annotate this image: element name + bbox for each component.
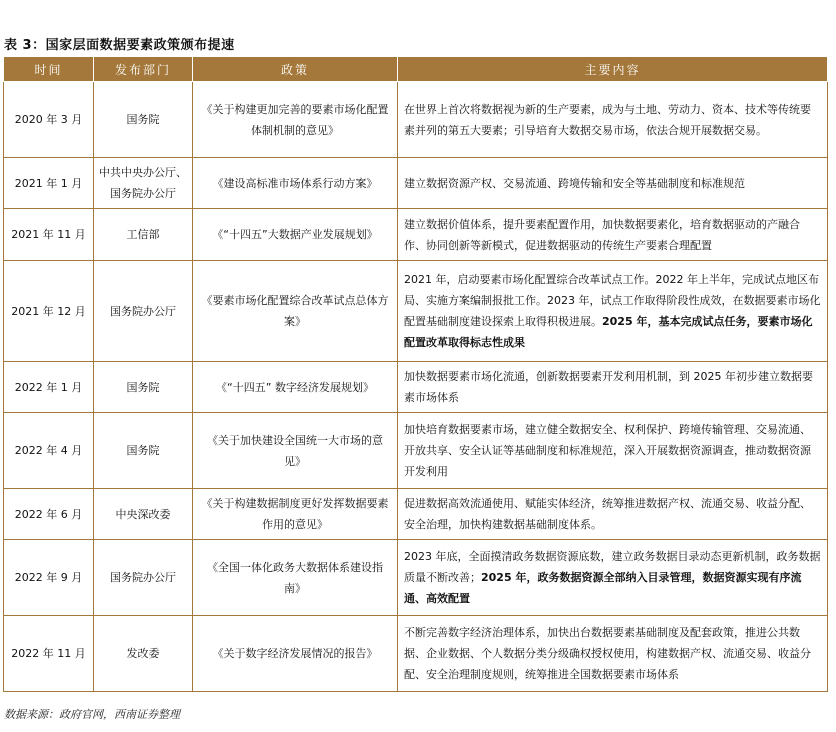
- cell-policy: 《全国一体化政务大数据体系建设指南》: [193, 540, 398, 616]
- table-row: [4, 362, 828, 413]
- cell-time: 2022 年 11 月: [4, 616, 94, 692]
- content-text: 不断完善数字经济治理体系，加快出台数据要素基础制度及配套政策，推进公共数据、企业数据、个人数据分类分级确权授权使用，构建数据产权、流通交易、收益分配、安全治理制度规则，统筹推进全国数据要素市场体系: [404, 626, 811, 681]
- header-time: 时间: [4, 57, 94, 82]
- cell-policy: 《关于构建更加完善的要素市场化配置体制机制的意见》: [193, 82, 398, 158]
- cell-dept: 发改委: [94, 616, 193, 692]
- table-body: [4, 82, 828, 692]
- cell-policy: 《关于构建数据制度更好发挥数据要素作用的意见》: [193, 489, 398, 540]
- cell-content: [398, 261, 828, 362]
- content-text: 建立数据资源产权、交易流通、跨境传输和安全等基础制度和标准规范: [404, 176, 745, 190]
- header-policy: 政策: [193, 57, 398, 82]
- cell-time: 2022 年 6 月: [4, 489, 94, 540]
- cell-dept: 国务院办公厅: [94, 540, 193, 616]
- cell-content: [398, 540, 828, 616]
- content-text: 加快数据要素市场化流通，创新数据要素开发利用机制，到 2025 年初步建立数据要素市场体系: [404, 370, 813, 404]
- table-row: [4, 261, 828, 362]
- table-row: [4, 158, 828, 209]
- table-row: [4, 82, 828, 158]
- cell-time: 2021 年 1 月: [4, 158, 94, 209]
- cell-policy: 《要素市场化配置综合改革试点总体方案》: [193, 261, 398, 362]
- cell-content: [398, 209, 828, 261]
- policy-table: [3, 56, 828, 692]
- cell-content: [398, 413, 828, 489]
- cell-dept: 工信部: [94, 209, 193, 261]
- cell-policy: 《关于数字经济发展情况的报告》: [193, 616, 398, 692]
- content-text: 2023 年底，全面摸清政务数据资源底数，建立政务数据目录动态更新机制，政务数据质量不断改善；: [404, 550, 821, 584]
- cell-time: 2020 年 3 月: [4, 82, 94, 158]
- cell-policy: 《“十四五” 数字经济发展规划》: [193, 362, 398, 413]
- table-title: 表 3：国家层面数据要素政策颁布提速: [4, 38, 235, 53]
- cell-time: 2022 年 4 月: [4, 413, 94, 489]
- cell-dept: 国务院: [94, 413, 193, 489]
- cell-dept: 中共中央办公厅、国务院办公厅: [94, 158, 193, 209]
- cell-time: 2021 年 11 月: [4, 209, 94, 261]
- cell-dept: 中央深改委: [94, 489, 193, 540]
- header-row: [4, 57, 828, 82]
- content-text: 加快培育数据要素市场，建立健全数据安全、权利保护、跨境传输管理、交易流通、开放共享、安全认证等基础制度和标准规范，深入开展数据资源调查，推动数据资源开发利用: [404, 423, 811, 478]
- cell-dept: 国务院: [94, 362, 193, 413]
- table-row: [4, 413, 828, 489]
- header-dept: 发布部门: [94, 57, 193, 82]
- cell-policy: 《“十四五”大数据产业发展规划》: [193, 209, 398, 261]
- cell-content: [398, 362, 828, 413]
- cell-content: [398, 489, 828, 540]
- content-bold-text: 2025 年，基本完成试点任务，要素市场化配置改革取得标志性成果: [404, 315, 813, 349]
- cell-time: 2021 年 12 月: [4, 261, 94, 362]
- cell-content: [398, 616, 828, 692]
- header-content: 主要内容: [398, 57, 828, 82]
- table-header: [4, 57, 828, 82]
- cell-time: 2022 年 1 月: [4, 362, 94, 413]
- table-row: [4, 209, 828, 261]
- table-row: [4, 540, 828, 616]
- cell-time: 2022 年 9 月: [4, 540, 94, 616]
- data-source-note: 数据来源：政府官网，西南证券整理: [4, 708, 180, 721]
- cell-content: [398, 82, 828, 158]
- table-row: [4, 489, 828, 540]
- cell-content: [398, 158, 828, 209]
- cell-policy: 《关于加快建设全国统一大市场的意见》: [193, 413, 398, 489]
- content-text: 建立数据价值体系，提升要素配置作用，加快数据要素化，培育数据驱动的产融合作、协同创新等新模式，促进数据驱动的传统生产要素合理配置: [404, 217, 800, 252]
- cell-policy: 《建设高标准市场体系行动方案》: [193, 158, 398, 209]
- content-text: 在世界上首次将数据视为新的生产要素，成为与土地、劳动力、资本、技术等传统要素并列的第五大要素；引导培育大数据交易市场，依法合规开展数据交易。: [404, 102, 811, 137]
- content-text: 促进数据高效流通使用、赋能实体经济，统筹推进数据产权、流通交易、收益分配、安全治理，加快构建数据基础制度体系。: [404, 497, 811, 531]
- content-text: 2021 年，启动要素市场化配置综合改革试点工作。2022 年上半年，完成试点地区布局、实施方案编制报批工作。2023 年，试点工作取得阶段性成效，在数据要素市场化配置基础制度建设探索上取得积极进展。: [404, 273, 821, 328]
- table-row: [4, 616, 828, 692]
- policy-table-container: [3, 56, 827, 692]
- cell-dept: 国务院: [94, 82, 193, 158]
- content-bold-text: 2025 年，政务数据资源全部纳入目录管理，数据资源实现有序流通、高效配置: [404, 571, 802, 605]
- cell-dept: 国务院办公厅: [94, 261, 193, 362]
